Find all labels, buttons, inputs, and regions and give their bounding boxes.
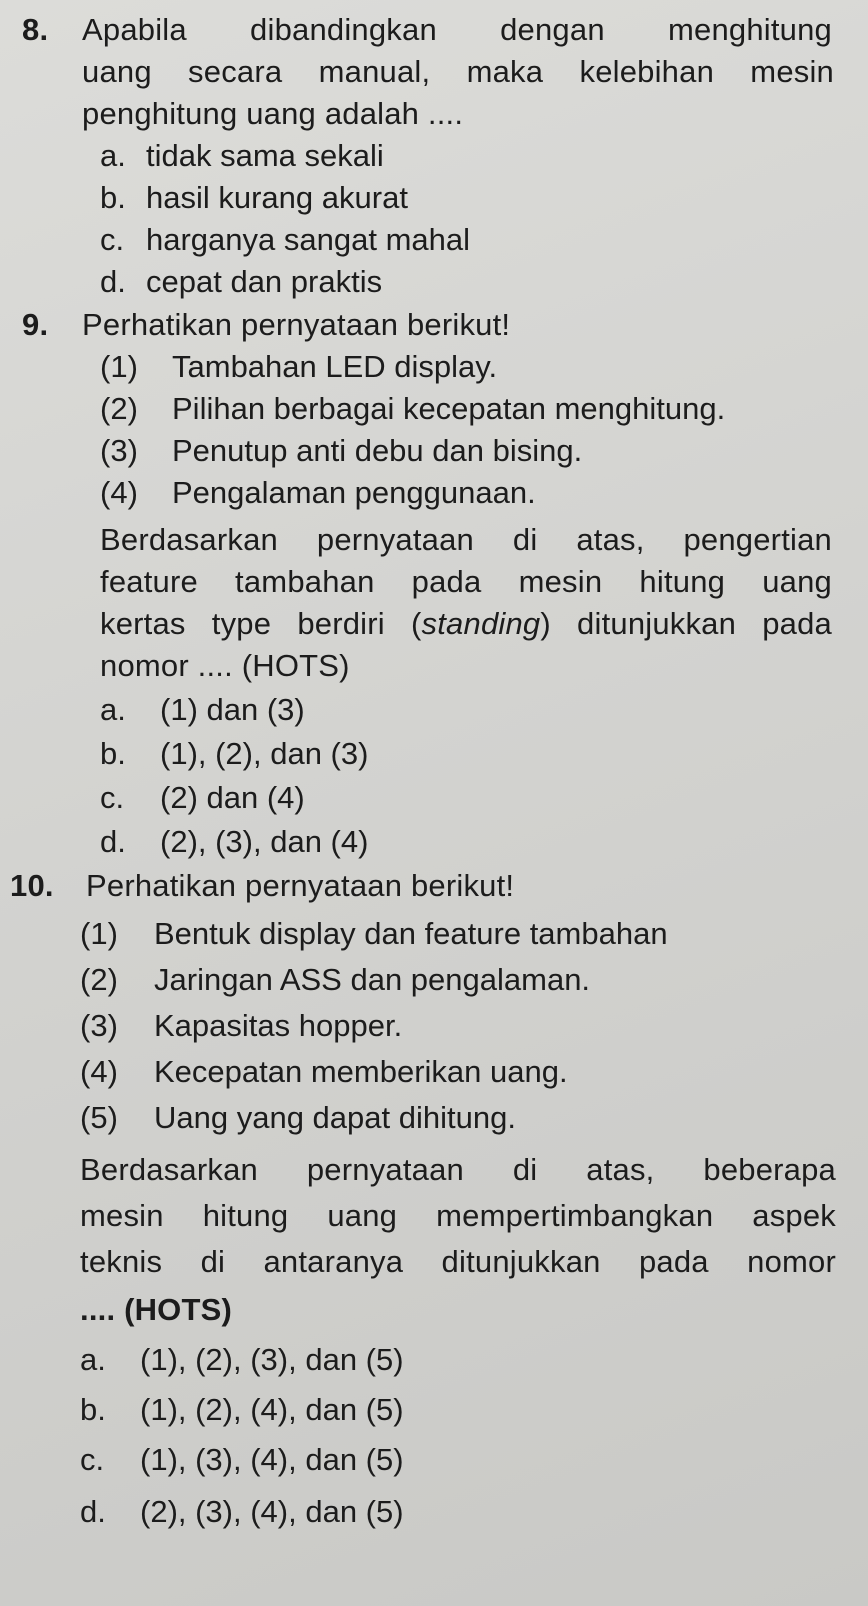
statement-number: (2) bbox=[80, 962, 118, 997]
question-9-stem-line-3: kertas type berdiri (standing) ditunjukkan pada bbox=[100, 606, 832, 641]
option-text: (1), (3), (4), dan (5) bbox=[140, 1442, 404, 1477]
option-text: (1), (2), dan (3) bbox=[160, 736, 369, 771]
question-9-intro: 9. Perhatikan pernyataan berikut! bbox=[22, 305, 510, 345]
statement-number: (3) bbox=[80, 1008, 118, 1043]
option-text: hasil kurang akurat bbox=[146, 180, 408, 215]
option-text: (1), (2), (3), dan (5) bbox=[140, 1342, 404, 1377]
question-10-stem-line-4: .... (HOTS) bbox=[80, 1292, 233, 1327]
question-10-stem-line-1: Berdasarkan pernyataan di atas, beberapa bbox=[80, 1152, 836, 1187]
option-letter: c. bbox=[80, 1442, 105, 1477]
question-number: 8. bbox=[22, 12, 49, 47]
question-number: 9. bbox=[22, 307, 49, 342]
statement-number: (1) bbox=[80, 916, 118, 951]
option-letter: b. bbox=[100, 736, 126, 771]
option-letter: c. bbox=[100, 780, 125, 815]
option-letter: b. bbox=[80, 1392, 106, 1427]
question-8-stem-line-3: penghitung uang adalah .... bbox=[82, 96, 464, 131]
statement-text: Pilihan berbagai kecepatan menghitung. bbox=[172, 391, 726, 426]
option-letter: d. bbox=[100, 264, 126, 299]
option-text: (2) dan (4) bbox=[160, 780, 305, 815]
question-10-stem-line-3: teknis di antaranya ditunjukkan pada nomor bbox=[80, 1244, 836, 1279]
statement-text: Kecepatan memberikan uang. bbox=[154, 1054, 568, 1089]
option-text: (2), (3), dan (4) bbox=[160, 824, 369, 859]
option-text: tidak sama sekali bbox=[146, 138, 384, 173]
statement-number: (5) bbox=[80, 1100, 118, 1135]
option-letter: b. bbox=[100, 180, 126, 215]
option-text: harganya sangat mahal bbox=[146, 222, 471, 257]
statement-text: Tambahan LED display. bbox=[172, 349, 498, 384]
statement-number: (1) bbox=[100, 349, 138, 384]
statement-text: Bentuk display dan feature tambahan bbox=[154, 916, 668, 951]
option-letter: a. bbox=[80, 1342, 106, 1377]
option-letter: d. bbox=[80, 1494, 106, 1529]
statement-text: Pengalaman penggunaan. bbox=[172, 475, 536, 510]
question-10-intro: 10. Perhatikan pernyataan berikut! bbox=[10, 866, 514, 906]
question-10-stem-line-2: mesin hitung uang mempertimbangkan aspek bbox=[80, 1198, 836, 1233]
question-9-stem-line-2: feature tambahan pada mesin hitung uang bbox=[100, 564, 832, 599]
statement-number: (2) bbox=[100, 391, 138, 426]
statement-text: Penutup anti debu dan bising. bbox=[172, 433, 583, 468]
option-letter: c. bbox=[100, 222, 125, 257]
statement-number: (4) bbox=[80, 1054, 118, 1089]
question-8-stem-line-2: uang secara manual, maka kelebihan mesin bbox=[82, 54, 834, 89]
statement-text: Jaringan ASS dan pengalaman. bbox=[154, 962, 591, 997]
option-text: cepat dan praktis bbox=[146, 264, 383, 299]
statement-number: (4) bbox=[100, 475, 138, 510]
option-letter: a. bbox=[100, 692, 126, 727]
question-number: 10. bbox=[10, 868, 54, 903]
statement-text: Uang yang dapat dihitung. bbox=[154, 1100, 516, 1135]
question-9-stem-line-4: nomor .... (HOTS) bbox=[100, 648, 350, 683]
question-9-stem-line-1: Berdasarkan pernyataan di atas, pengertian bbox=[100, 522, 832, 557]
statement-text: Kapasitas hopper. bbox=[154, 1008, 403, 1043]
option-letter: d. bbox=[100, 824, 126, 859]
option-text: (2), (3), (4), dan (5) bbox=[140, 1494, 404, 1529]
option-text: (1), (2), (4), dan (5) bbox=[140, 1392, 404, 1427]
statement-number: (3) bbox=[100, 433, 138, 468]
option-text: (1) dan (3) bbox=[160, 692, 305, 727]
option-letter: a. bbox=[100, 138, 126, 173]
question-8-stem-line-1: 8. Apabila dibandingkan dengan menghitung bbox=[22, 10, 832, 50]
